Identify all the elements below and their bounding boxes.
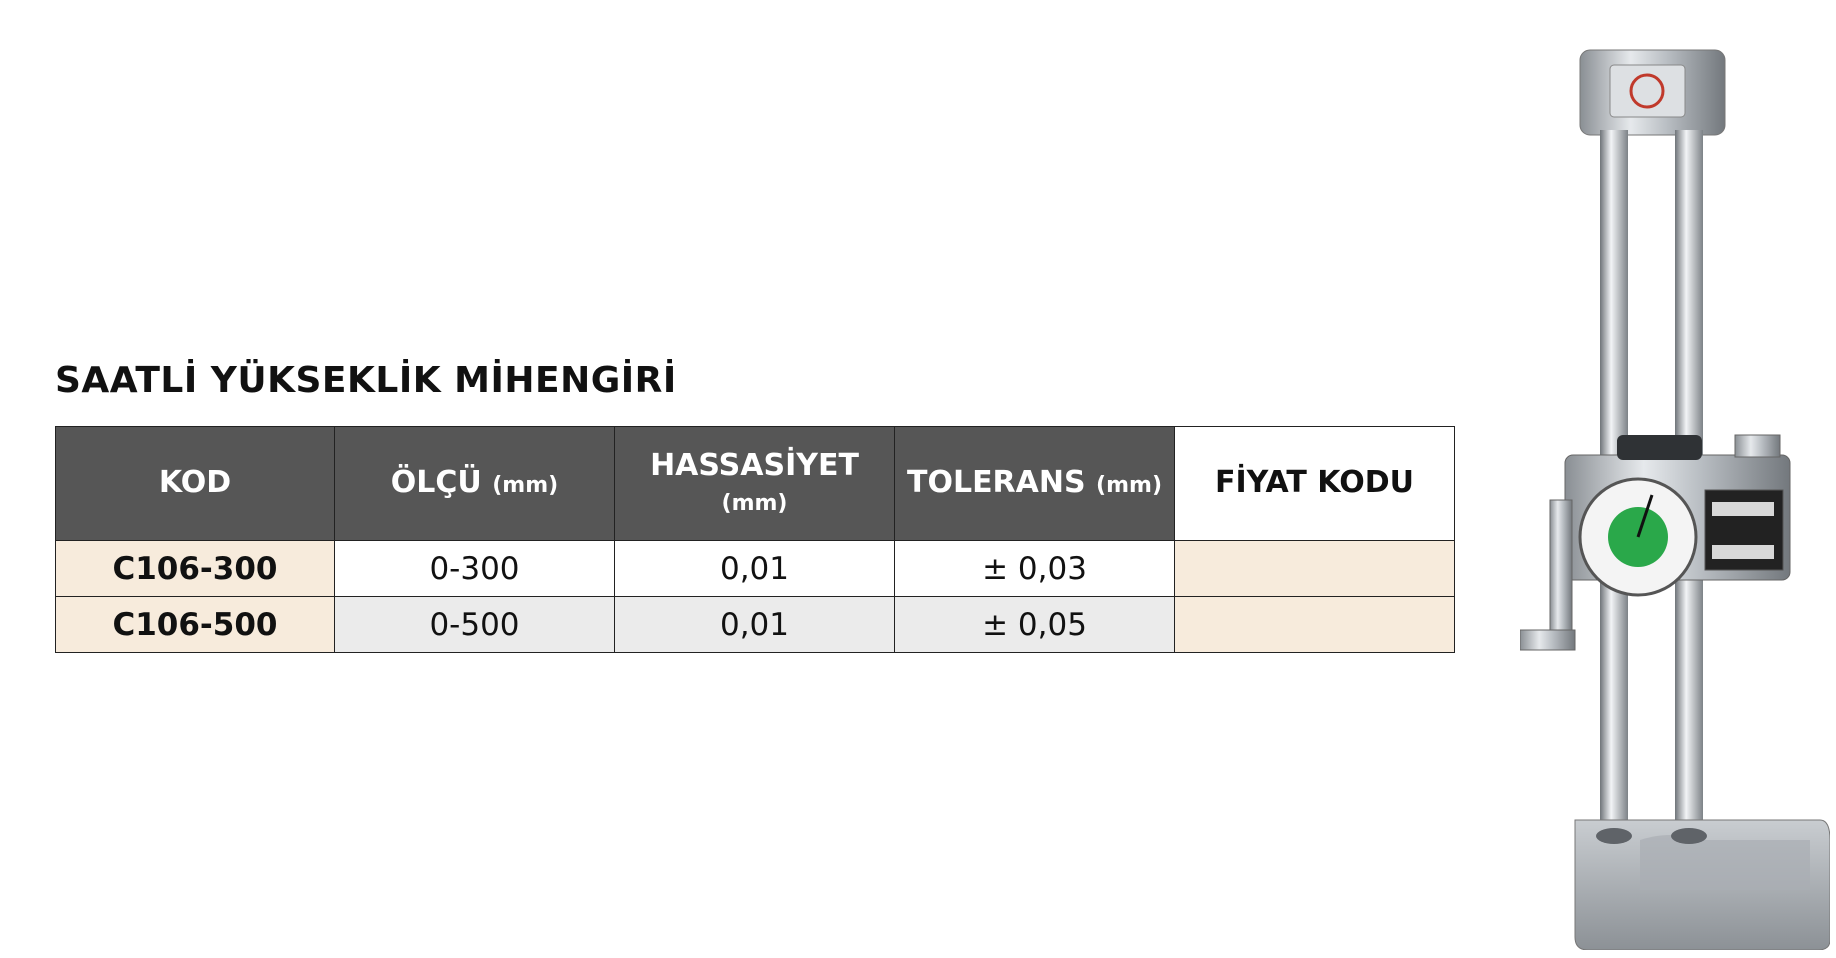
header-tolerans: TOLERANS (mm) xyxy=(895,427,1175,541)
cell-hassasiyet: 0,01 xyxy=(615,541,895,597)
dial-height-gauge-image xyxy=(1520,40,1830,950)
spec-table xyxy=(55,426,1455,653)
table-header-row xyxy=(56,427,1455,541)
cell-hassasiyet: 0,01 xyxy=(615,597,895,653)
cell-kod: C106-500 xyxy=(56,597,335,653)
cell-fiyat-kodu xyxy=(1175,541,1455,597)
cell-kod: C106-300 xyxy=(56,541,335,597)
header-tolerans-unit: (mm) xyxy=(1096,473,1163,499)
cell-olcu: 0-500 xyxy=(335,597,615,653)
crank-handle xyxy=(1520,630,1575,650)
cell-tolerans: ± 0,05 xyxy=(895,597,1175,653)
page-title: SAATLİ YÜKSEKLİK MİHENGİRİ xyxy=(55,360,677,401)
header-hassasiyet: HASSASİYET (mm) xyxy=(615,427,895,541)
header-kod: KOD xyxy=(56,427,335,541)
table-row xyxy=(56,597,1455,653)
cell-olcu: 0-300 xyxy=(335,541,615,597)
header-fiyat-kodu: FİYAT KODU xyxy=(1175,427,1455,541)
header-olcu-unit: (mm) xyxy=(492,473,559,499)
header-hassasiyet-unit: (mm) xyxy=(721,490,788,516)
cell-tolerans: ± 0,03 xyxy=(895,541,1175,597)
table-row xyxy=(56,541,1455,597)
header-olcu: ÖLÇÜ (mm) xyxy=(335,427,615,541)
cell-fiyat-kodu xyxy=(1175,597,1455,653)
